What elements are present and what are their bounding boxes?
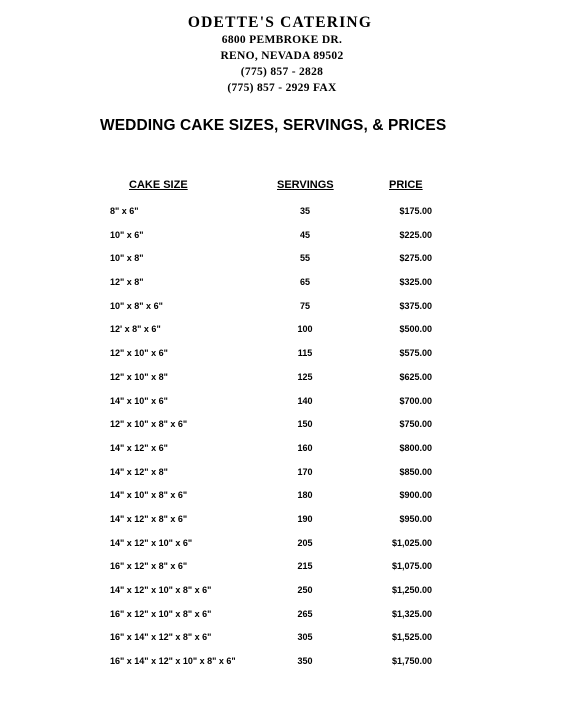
table-row: [0, 342, 564, 366]
servings-cell: 180: [297, 490, 313, 501]
table-row: [0, 271, 564, 295]
servings-cell: 140: [297, 395, 313, 406]
price-cell: $325.00: [399, 277, 432, 288]
cake-size-cell: 14" x 12" x 10" x 6": [110, 537, 193, 548]
servings-cell: 215: [297, 561, 313, 572]
servings-cell: 170: [297, 466, 313, 477]
price-cell: $850.00: [399, 466, 432, 477]
price-cell: $375.00: [399, 300, 432, 311]
cake-size-cell: 12" x 10" x 8" x 6": [110, 419, 188, 430]
price-cell: $575.00: [399, 348, 432, 359]
servings-cell: 125: [297, 371, 313, 382]
price-cell: $1,075.00: [391, 561, 432, 572]
cake-size-cell: 12' x 8" x 6": [110, 324, 161, 335]
page-title: WEDDING CAKE SIZES, SERVINGS, & PRICES: [100, 117, 447, 134]
table-row: [0, 626, 564, 650]
cake-size-cell: 10" x 6": [110, 229, 144, 240]
table-row: [0, 484, 564, 508]
table-row: [0, 295, 564, 319]
cake-size-cell: 10" x 8": [110, 253, 144, 264]
company-city: RENO, NEVADA 89502: [220, 50, 344, 62]
table-row: [0, 366, 564, 390]
servings-cell: 265: [297, 608, 313, 619]
cake-size-cell: 16" x 14" x 12" x 10" x 8" x 6": [110, 656, 236, 667]
table-row: [0, 579, 564, 603]
price-cell: $1,025.00: [391, 537, 432, 548]
company-address: 6800 PEMBROKE DR.: [221, 34, 343, 46]
table-row: [0, 390, 564, 414]
price-table: [0, 200, 564, 674]
table-row: [0, 224, 564, 248]
price-cell: $500.00: [399, 324, 432, 335]
price-cell: $1,325.00: [391, 608, 432, 619]
price-cell: $1,525.00: [391, 632, 432, 643]
cake-size-cell: 14" x 12" x 8": [110, 466, 168, 477]
table-row: [0, 247, 564, 271]
cake-size-cell: 14" x 12" x 10" x 8" x 6": [110, 585, 212, 595]
cake-size-cell: 10" x 8" x 6": [110, 300, 163, 311]
cake-size-cell: 12" x 10" x 8": [110, 371, 168, 382]
cake-size-cell: 14" x 12" x 6": [110, 442, 168, 453]
servings-cell: 190: [297, 513, 313, 524]
table-row: [0, 650, 564, 674]
servings-cell: 115: [297, 348, 313, 359]
letterhead: [0, 14, 564, 96]
servings-cell: 65: [299, 277, 310, 288]
price-cell: $1,250.00: [391, 585, 432, 595]
servings-cell: 45: [299, 229, 310, 240]
servings-cell: 160: [297, 442, 313, 453]
price-cell: $275.00: [399, 253, 432, 264]
servings-cell: 350: [297, 656, 313, 667]
table-row: [0, 508, 564, 532]
company-phone: (775) 857 - 2828: [240, 66, 324, 78]
price-cell: $900.00: [399, 490, 432, 501]
header-servings: SERVINGS: [277, 179, 334, 191]
cake-size-cell: 16" x 12" x 10" x 8" x 6": [110, 608, 212, 619]
table-row: [0, 413, 564, 437]
price-cell: $225.00: [399, 229, 432, 240]
cake-size-cell: 8" x 6": [110, 206, 139, 216]
table-row: [0, 603, 564, 627]
price-cell: $1,750.00: [391, 656, 432, 667]
table-row: [0, 318, 564, 342]
cake-size-cell: 14" x 10" x 8" x 6": [110, 490, 188, 501]
servings-cell: 150: [297, 419, 313, 430]
header-cake-size: CAKE SIZE: [129, 179, 188, 191]
servings-cell: 305: [297, 632, 313, 643]
servings-cell: 100: [297, 324, 313, 335]
cake-size-cell: 14" x 12" x 8" x 6": [110, 513, 188, 524]
price-cell: $700.00: [399, 395, 432, 406]
servings-cell: 75: [299, 300, 310, 311]
table-row: [0, 437, 564, 461]
price-cell: $750.00: [399, 419, 432, 430]
cake-size-cell: 16" x 14" x 12" x 8" x 6": [110, 632, 212, 643]
cake-size-cell: 12" x 8": [110, 277, 144, 288]
header-price: PRICE: [389, 179, 423, 191]
servings-cell: 205: [297, 537, 313, 548]
company-name: ODETTE'S CATERING: [187, 14, 373, 31]
price-cell: $950.00: [399, 513, 432, 524]
table-row: [0, 555, 564, 579]
servings-cell: 35: [299, 206, 310, 216]
price-cell: $800.00: [399, 442, 432, 453]
company-fax: (775) 857 - 2929 FAX: [227, 82, 337, 94]
price-cell: $175.00: [399, 206, 432, 216]
table-row: [0, 200, 564, 224]
servings-cell: 55: [299, 253, 310, 264]
cake-size-cell: 14" x 10" x 6": [110, 395, 168, 406]
price-cell: $625.00: [399, 371, 432, 382]
cake-size-cell: 12" x 10" x 6": [110, 348, 168, 359]
cake-size-cell: 16" x 12" x 8" x 6": [110, 561, 188, 572]
table-row: [0, 532, 564, 556]
servings-cell: 250: [297, 585, 313, 595]
table-row: [0, 461, 564, 485]
